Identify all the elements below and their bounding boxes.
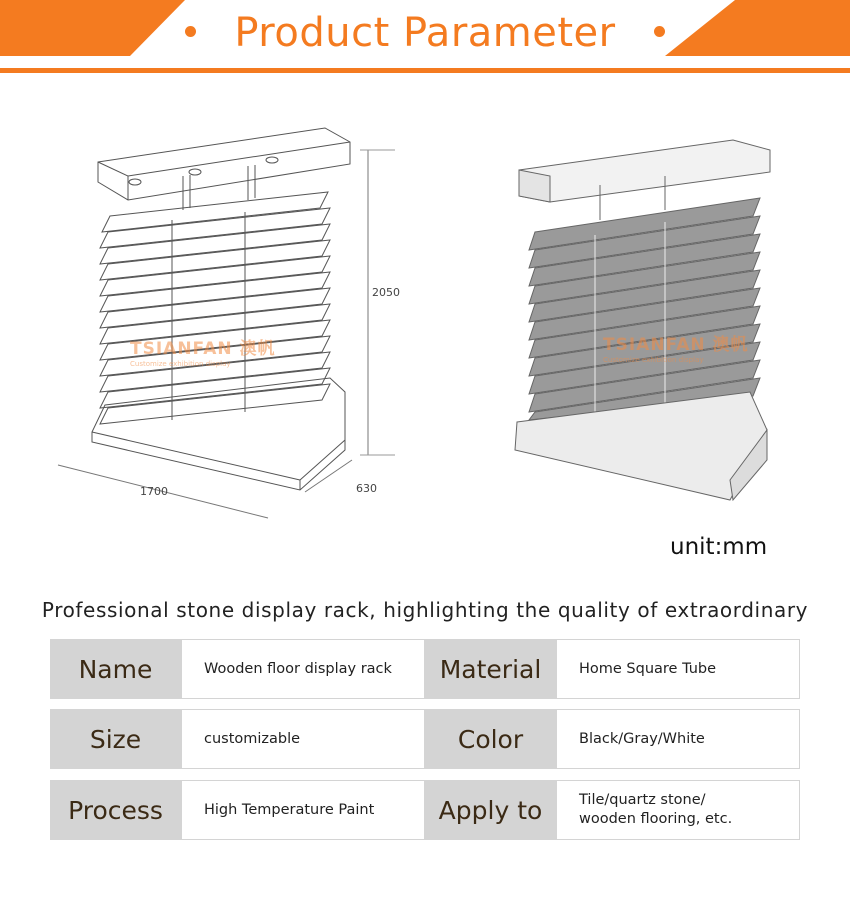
bullet-dot-right [654, 26, 665, 37]
rack-shaded-drawing [505, 130, 790, 510]
param-label: Size [50, 709, 181, 769]
rack-line-drawing [50, 120, 420, 530]
param-value: Tile/quartz stone/ wooden flooring, etc. [556, 780, 800, 840]
rack-line-art [50, 120, 420, 530]
param-row [50, 780, 800, 840]
param-value: Wooden floor display rack [181, 639, 425, 699]
param-label: Color [425, 709, 556, 769]
dimension-width: 1700 [140, 485, 168, 498]
param-value: Home Square Tube [556, 639, 800, 699]
param-row [50, 639, 800, 699]
watermark-text-right [603, 330, 749, 355]
watermark-subtext: Customize exhibition display [130, 360, 231, 368]
rack-shaded-art [505, 130, 790, 510]
watermark-brand-cn-right: 澳帆 [712, 335, 749, 355]
bullet-dot-left [185, 26, 196, 37]
watermark-brand-right: TSIANFAN [603, 335, 706, 355]
watermark-brand: TSIANFAN [130, 339, 233, 359]
param-label: Name [50, 639, 181, 699]
tagline: Professional stone display rack, highlighting the quality of extraordinary [41, 598, 809, 622]
param-value: customizable [181, 709, 425, 769]
param-value: High Temperature Paint [181, 780, 425, 840]
header-banner [0, 0, 850, 75]
param-value: Black/Gray/White [556, 709, 800, 769]
watermark-subtext-right: Customize exhibition display [603, 356, 704, 364]
param-label: Process [50, 780, 181, 840]
param-label: Apply to [425, 780, 556, 840]
unit-label: unit:mm [670, 534, 768, 560]
watermark-text [130, 334, 276, 359]
watermark-brand-cn: 澳帆 [239, 339, 276, 359]
page-title-text: Product Parameter [234, 10, 616, 56]
page-title [0, 10, 850, 56]
dimension-depth: 630 [356, 482, 377, 495]
param-label: Material [425, 639, 556, 699]
param-row [50, 709, 800, 769]
dimension-height: 2050 [372, 286, 400, 299]
